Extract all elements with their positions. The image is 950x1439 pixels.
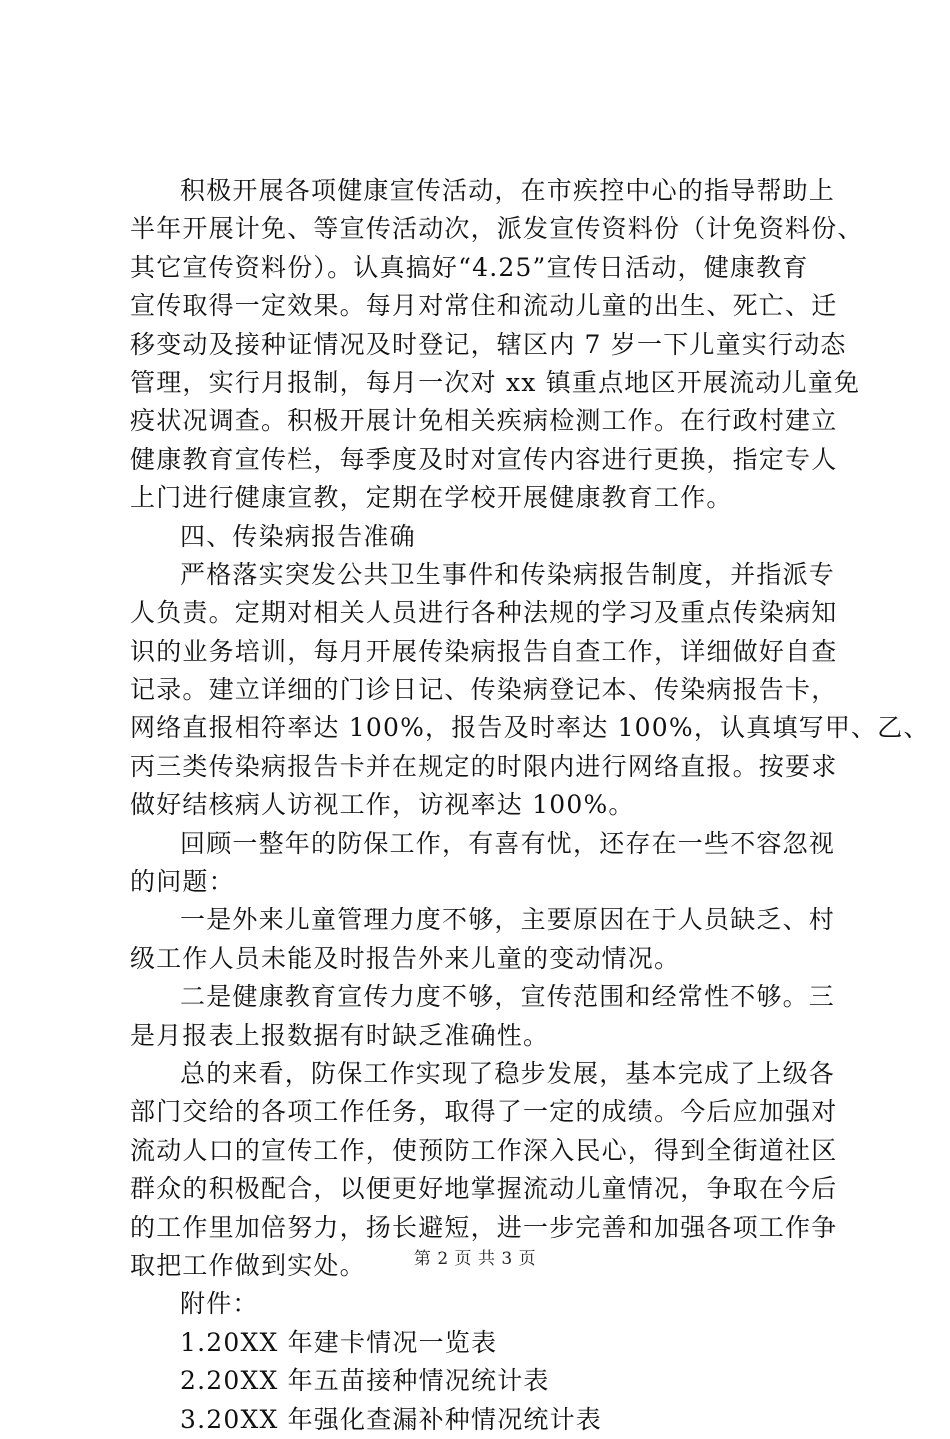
- text-line: 总的来看，防保工作实现了稳步发展，基本完成了上级各: [180, 1058, 836, 1088]
- text-line: 取把工作做到实处。: [130, 1250, 366, 1280]
- text-line: 严格落实突发公共卫生事件和传染病报告制度，并指派专: [180, 559, 836, 589]
- text-line: 半年开展计免、等宣传活动次，派发宣传资料份（计免资料份、: [130, 214, 864, 244]
- text-line: 记录。建立详细的门诊日记、传染病登记本、传染病报告卡，: [130, 675, 838, 705]
- text-line: 部门交给的各项工作任务，取得了一定的成绩。今后应加强对: [130, 1097, 838, 1127]
- text-line: 移变动及接种证情况及时登记，辖区内 7 岁一下儿童实行动态: [130, 329, 847, 359]
- text-line: 宣传取得一定效果。每月对常住和流动儿童的出生、死亡、迁: [130, 291, 838, 321]
- text-line: 级工作人员未能及时报告外来儿童的变动情况。: [130, 943, 681, 973]
- text-line: 的工作里加倍努力，扬长避短，进一步完善和加强各项工作争: [130, 1212, 838, 1242]
- text-line: 群众的积极配合，以便更好地掌握流动儿童情况，争取在今后: [130, 1174, 838, 1204]
- text-line: 的问题：: [130, 867, 235, 897]
- text-line: 丙三类传染病报告卡并在规定的时限内进行网络直报。按要求: [130, 751, 838, 781]
- text-line: 其它宣传资料份）。认真搞好“4.25”宣传日活动，健康教育: [130, 252, 809, 282]
- text-line: 管理，实行月报制，每月一次对 xx 镇重点地区开展流动儿童免: [130, 367, 861, 397]
- text-line: 二是健康教育宣传力度不够，宣传范围和经常性不够。三: [180, 982, 836, 1012]
- text-line: 一是外来儿童管理力度不够，主要原因在于人员缺乏、村: [180, 905, 836, 935]
- text-line: 回顾一整年的防保工作，有喜有忧，还存在一些不容忽视: [180, 828, 836, 858]
- text-line: 2.20XX 年五苗接种情况统计表: [180, 1366, 550, 1396]
- text-line: 识的业务培训，每月开展传染病报告自查工作，详细做好自查: [130, 636, 838, 666]
- text-line: 疫状况调查。积极开展计免相关疾病检测工作。在行政村建立: [130, 406, 838, 436]
- text-line: 流动人口的宣传工作，使预防工作深入民心，得到全街道社区: [130, 1135, 838, 1165]
- text-line: 人负责。定期对相关人员进行各种法规的学习及重点传染病知: [130, 598, 838, 628]
- text-line: 健康教育宣传栏，每季度及时对宣传内容进行更换，指定专人: [130, 444, 838, 474]
- text-line: 积极开展各项健康宣传活动，在市疾控中心的指导帮助上: [180, 176, 836, 205]
- text-line: 四、传染病报告准确: [180, 521, 416, 551]
- text-line: 1.20XX 年建卡情况一览表: [180, 1327, 498, 1357]
- text-line: 网络直报相符率达 100%，报告及时率达 100%，认真填写甲、乙、: [130, 713, 930, 743]
- page-footer: 第 2 页 共 3 页: [413, 1249, 537, 1269]
- text-line: 附件：: [180, 1289, 259, 1319]
- text-line: 3.20XX 年强化查漏补种情况统计表: [180, 1404, 603, 1434]
- text-line: 是月报表上报数据有时缺乏准确性。: [130, 1020, 550, 1050]
- text-line: 上门进行健康宣教，定期在学校开展健康教育工作。: [130, 483, 733, 513]
- text-line: 做好结核病人访视工作，访视率达 100%。: [130, 790, 635, 820]
